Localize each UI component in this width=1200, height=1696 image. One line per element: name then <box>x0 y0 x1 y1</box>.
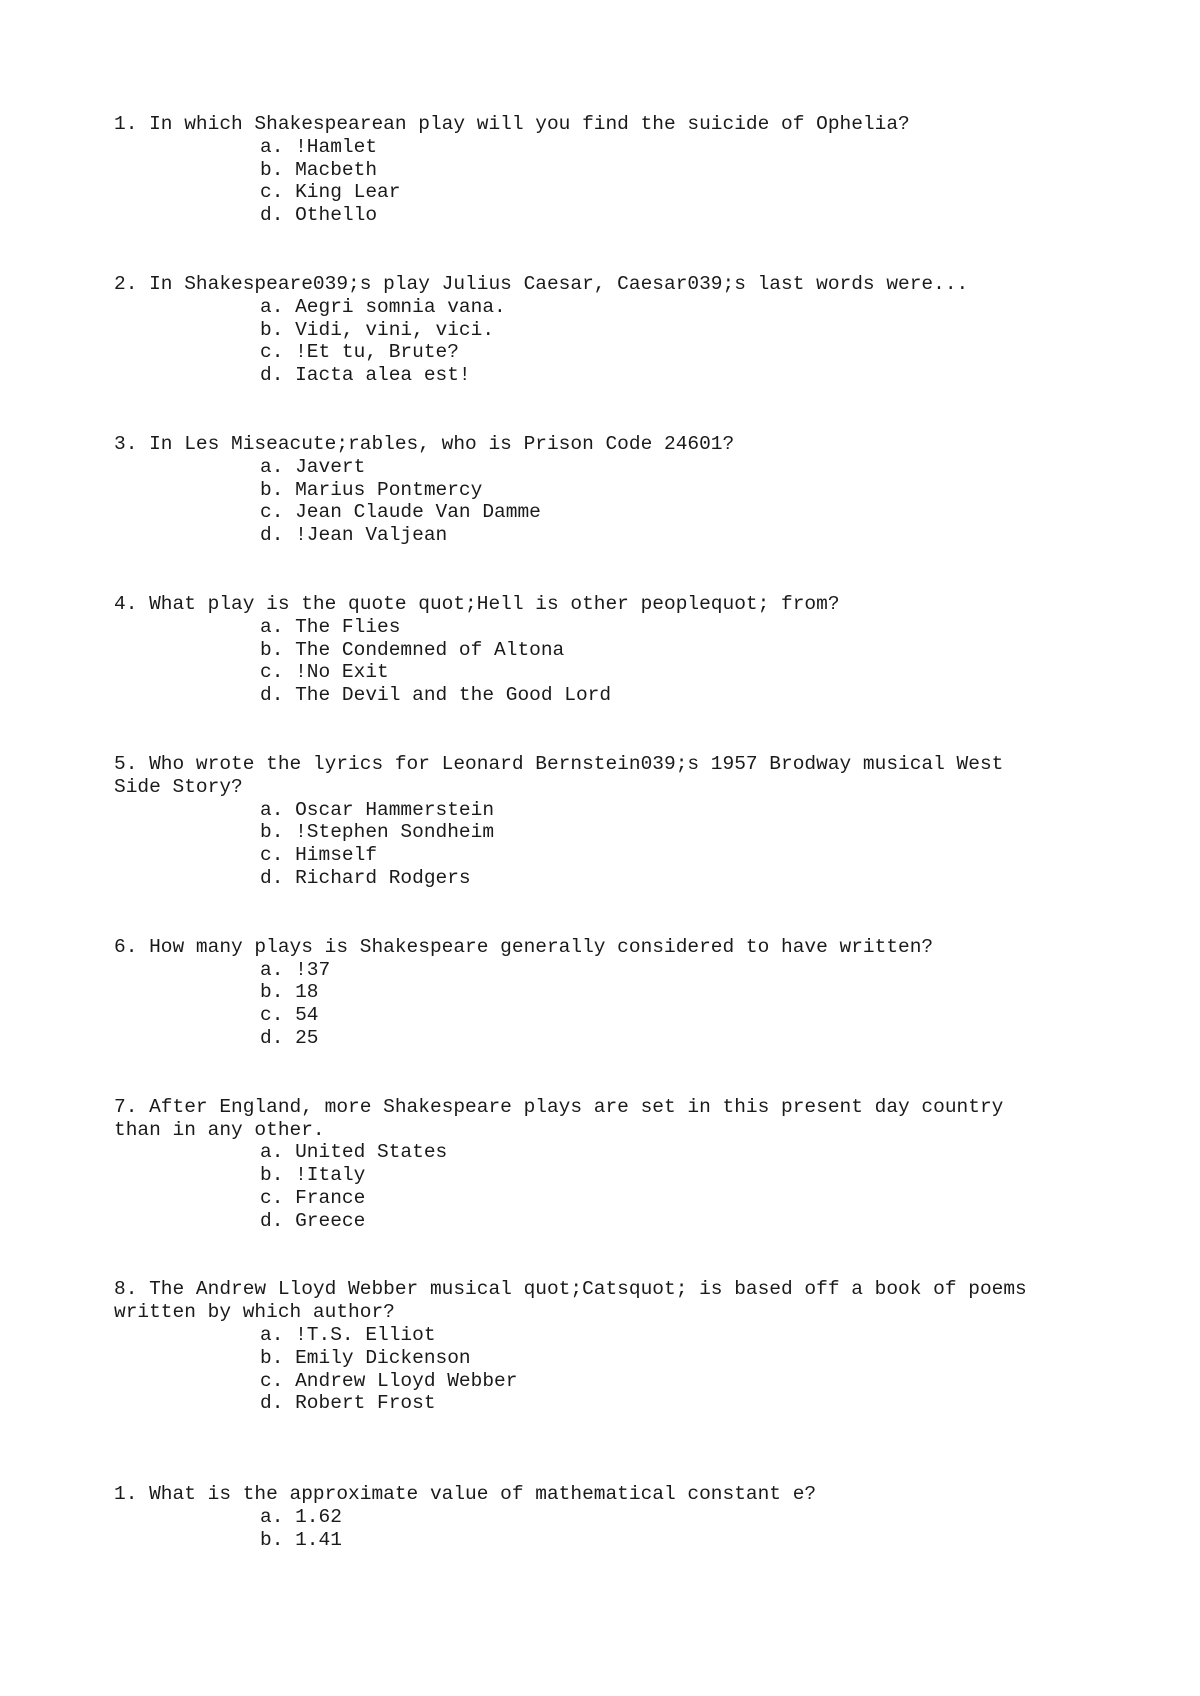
answer-option-b: b. !Italy <box>260 1164 366 1187</box>
answer-option-d: d. Othello <box>260 204 378 227</box>
question-text: 4. What play is the quote quot;Hell is other peoplequot; from? <box>114 592 840 615</box>
answer-option-c: c. !Et tu, Brute? <box>260 341 459 364</box>
question-text: 2. In Shakespeare039;s play Julius Caesar, Caesar039;s last words were... <box>114 272 969 295</box>
question-text: 1. What is the approximate value of mathematical constant e? <box>114 1483 817 1506</box>
answer-option-c: c. Jean Claude Van Damme <box>260 501 541 524</box>
answer-option-d: d. Greece <box>260 1209 366 1232</box>
answer-option-c: c. Andrew Lloyd Webber <box>260 1369 518 1392</box>
answer-option-b: b. Marius Pontmercy <box>260 478 483 501</box>
answer-option-b: b. The Condemned of Altona <box>260 638 565 661</box>
question-1 <box>114 113 1074 227</box>
answer-options <box>114 616 1074 707</box>
answer-option-c: c. France <box>260 1186 366 1209</box>
answer-option-b: b. Emily Dickenson <box>260 1346 471 1369</box>
answer-option-b: b. 1.41 <box>260 1528 342 1551</box>
question-text: 1. In which Shakespearean play will you find the suicide of Ophelia? <box>114 113 910 135</box>
answer-option-d: d. Richard Rodgers <box>260 866 471 889</box>
question-text: 6. How many plays is Shakespeare generally considered to have written? <box>114 935 934 958</box>
answer-option-d: d. !Jean Valjean <box>260 524 448 547</box>
answer-options <box>114 1324 1074 1415</box>
answer-options <box>114 296 1074 387</box>
question-3 <box>114 433 1074 547</box>
answer-option-b: b. !Stephen Sondheim <box>260 821 495 844</box>
answer-option-b: b. 18 <box>260 981 319 1004</box>
answer-option-c: c. 54 <box>260 1004 319 1027</box>
answer-option-a: a. The Flies <box>260 615 401 638</box>
question-6 <box>114 936 1074 1050</box>
answer-option-c: c. !No Exit <box>260 661 389 684</box>
question-8 <box>114 1278 1074 1415</box>
question-7 <box>114 1096 1074 1233</box>
question-text: 8. The Andrew Lloyd Webber musical quot;Catsquot; is based off a book of poems written by which author? <box>114 1278 1027 1324</box>
answer-options <box>114 456 1074 547</box>
answer-options <box>114 1141 1074 1232</box>
answer-option-c: c. King Lear <box>260 181 401 204</box>
answer-option-a: a. Aegri somnia vana. <box>260 295 506 318</box>
question-text: 5. Who wrote the lyrics for Leonard Bernstein039;s 1957 Brodway musical West Side Story? <box>114 752 1004 798</box>
answer-option-d: d. Robert Frost <box>260 1392 436 1415</box>
question-4 <box>114 593 1074 707</box>
question-text: 7. After England, more Shakespeare plays are set in this present day country than in any other. <box>114 1095 1004 1141</box>
answer-option-d: d. Iacta alea est! <box>260 364 471 387</box>
answer-option-a: a. Javert <box>260 455 366 478</box>
answer-option-c: c. Himself <box>260 844 378 867</box>
question-5 <box>114 753 1074 890</box>
answer-option-d: d. 25 <box>260 1026 319 1049</box>
question-text: 3. In Les Miseacute;rables, who is Prison Code 24601? <box>114 432 735 455</box>
answer-option-a: a. 1.62 <box>260 1506 342 1529</box>
question-2 <box>114 273 1074 387</box>
answer-option-b: b. Macbeth <box>260 158 378 181</box>
quiz-document <box>114 113 1074 1598</box>
answer-options <box>114 959 1074 1050</box>
answer-option-a: a. Oscar Hammerstein <box>260 798 495 821</box>
answer-options <box>114 1506 1074 1552</box>
question-9 <box>114 1483 1074 1551</box>
answer-option-b: b. Vidi, vini, vici. <box>260 318 495 341</box>
answer-option-a: a. !T.S. Elliot <box>260 1324 436 1347</box>
answer-option-a: a. !Hamlet <box>260 135 378 158</box>
answer-options <box>114 136 1074 227</box>
answer-options <box>114 799 1074 890</box>
answer-option-a: a. United States <box>260 1141 448 1164</box>
answer-option-d: d. The Devil and the Good Lord <box>260 684 612 707</box>
answer-option-a: a. !37 <box>260 958 331 981</box>
